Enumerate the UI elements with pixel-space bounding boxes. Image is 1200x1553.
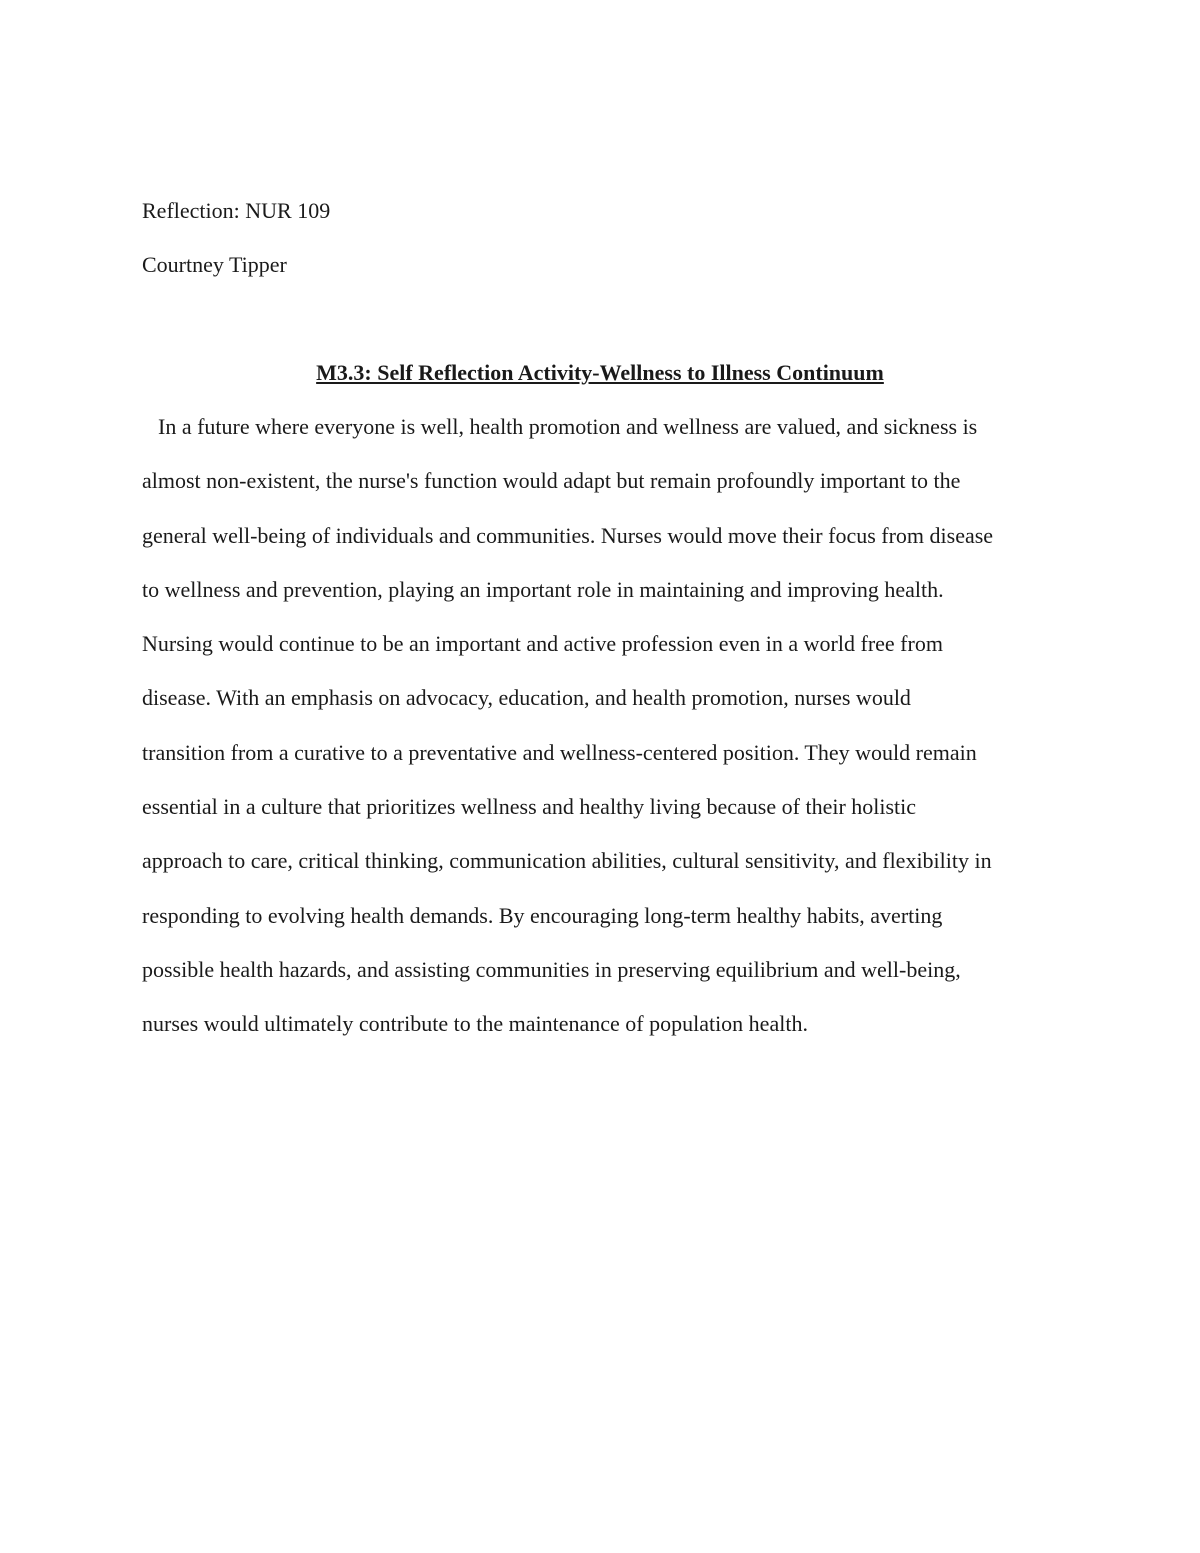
- paragraph-line: essential in a culture that prioritizes wellness and healthy living because of their holistic: [142, 794, 917, 820]
- paragraph-line: disease. With an emphasis on advocacy, education, and health promotion, nurses would: [142, 685, 911, 711]
- document-title: M3.3: Self Reflection Activity-Wellness to Illness Continuum: [316, 360, 884, 385]
- paragraph-line: general well-being of individuals and communities. Nurses would move their focus from disease: [142, 522, 994, 548]
- paragraph-line: nurses would ultimately contribute to the maintenance of population health.: [142, 1011, 808, 1037]
- paragraph-line: possible health hazards, and assisting communities in preserving equilibrium and well-being,: [142, 956, 961, 982]
- paragraph-line: responding to evolving health demands. By encouraging long-term healthy habits, averting: [142, 902, 943, 928]
- paragraph-line: transition from a curative to a preventative and wellness-centered position. They would remain: [142, 739, 977, 765]
- paragraph-line: approach to care, critical thinking, communication abilities, cultural sensitivity, and flexibility in: [142, 848, 992, 874]
- paragraph-line: almost non-existent, the nurse's function would adapt but remain profoundly important to the: [142, 468, 961, 494]
- paragraph-line: Nursing would continue to be an important and active profession even in a world free from: [142, 631, 943, 657]
- course-line: Reflection: NUR 109: [142, 198, 331, 223]
- body-paragraph: [142, 412, 1072, 1064]
- author-name: Courtney Tipper: [142, 252, 287, 277]
- paragraph-line: In a future where everyone is well, health promotion and wellness are valued, and sickness is: [158, 414, 978, 439]
- paragraph-line: to wellness and prevention, playing an important role in maintaining and improving health.: [142, 576, 944, 602]
